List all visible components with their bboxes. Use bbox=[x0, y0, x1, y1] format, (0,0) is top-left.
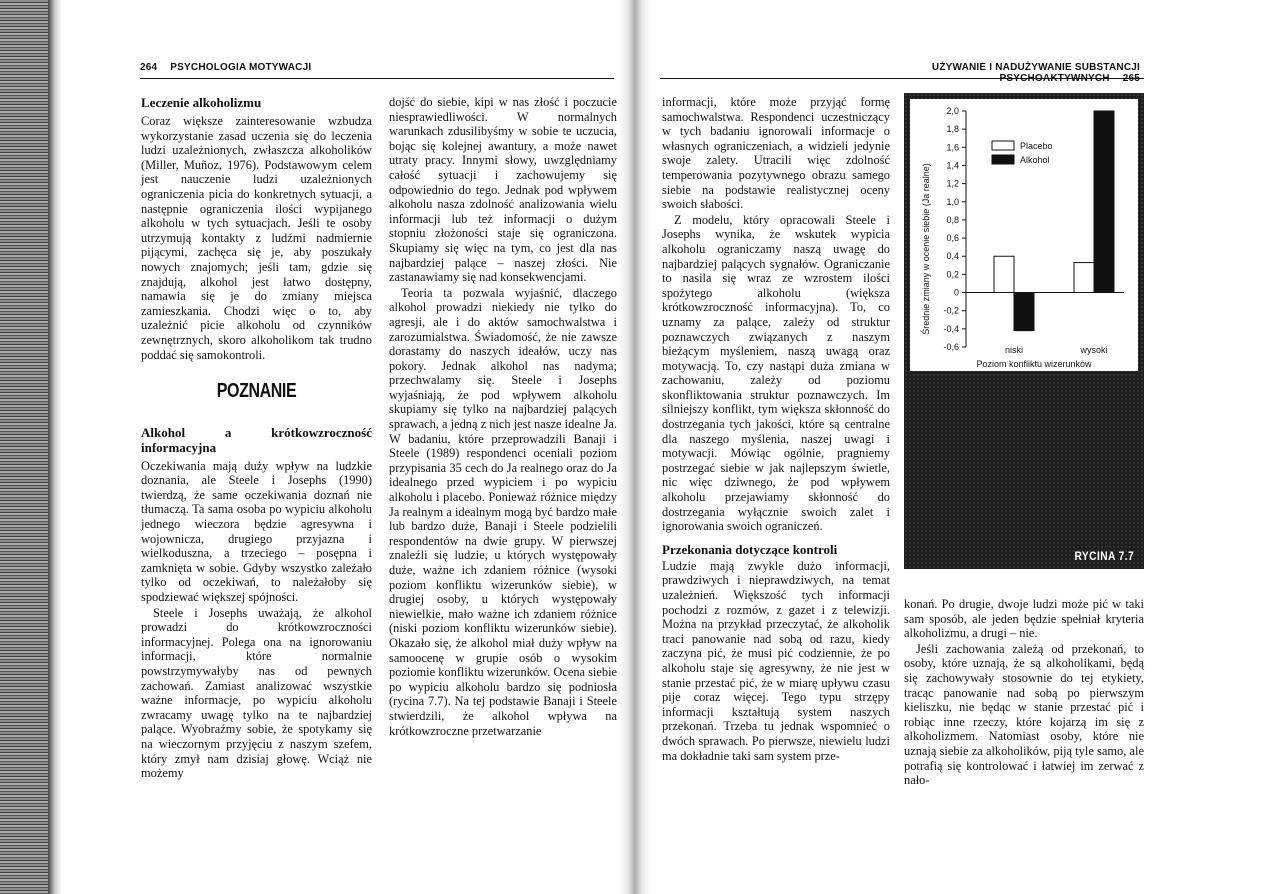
y-tick-label: -0,6 bbox=[943, 342, 959, 352]
bar-alkohol-niski bbox=[1014, 293, 1034, 331]
legend-label: Placebo bbox=[1020, 141, 1053, 151]
chart-panel bbox=[910, 99, 1138, 371]
bar-placebo-wysoki bbox=[1074, 263, 1094, 293]
bar-alkohol-wysoki bbox=[1094, 111, 1114, 293]
paragraph: konań. Po drugie, dwoje ludzi może pić w taki sam sposób, ale jeden będzie spełniał kryteria alkoholizmu, a drugi – nie. bbox=[904, 597, 1144, 641]
bar-placebo-niski bbox=[994, 256, 1014, 292]
legend-swatch bbox=[992, 155, 1014, 164]
paragraph: Ludzie mają zwykle dużo informacji, prawdziwych i nieprawdziwych, na temat uzależnień. Większość tych informacji pochodzi z rozmów, z gazet i z telewizji. Można na przykład przeczytać, że alkoholik traci panowanie nad sobą od razu, kiedy zaczyna pić, że musi pić codziennie, że po alkoholu staje się agresywny, że nie jest w stanie przestać pić, że w miarę upływu czasu pije coraz więcej. Tego typu strzępy informacji kształtują system naszych przekonań. Trzeba tu jednak wspomnieć o dwóch sprawach. Po pierwsze, niewielu ludzi ma dokładnie taki sam system prze- bbox=[662, 558, 890, 763]
y-tick-label: 1,6 bbox=[946, 142, 959, 153]
x-category-label: niski bbox=[1004, 345, 1024, 355]
right-column-1 bbox=[662, 95, 890, 764]
x-category-label: wysoki bbox=[1080, 345, 1108, 355]
right-running-head bbox=[840, 62, 1140, 84]
y-tick-label: 0,6 bbox=[946, 233, 959, 244]
paragraph: Steele i Josephs uważają, że alkohol prowadzi do krótkowzroczności informacyjnej. Polega ona na ignorowaniu informacji, które normalnie powstrzymywałyby nas od pewnych zachowań. Zamiast analizować wszystkie ważne informacje, po wypiciu alkoholu zwracamy uwagę tylko na te najbardziej palące. Wyobraźmy sobie, że spotykamy się na wieczornym przyjęciu z naszym szefem, który zmył nam dzisiaj głowę. Wciąż nie możemy bbox=[141, 605, 372, 781]
y-tick-label: 0,2 bbox=[946, 269, 959, 280]
left-column-2 bbox=[389, 95, 617, 739]
left-head-title: PSYCHOLOGIA MOTYWACJI bbox=[170, 62, 312, 73]
y-axis-label: Średnie zmiany w ocenie siebie (Ja realne) bbox=[921, 163, 931, 335]
y-tick-label: 0 bbox=[953, 287, 959, 298]
legend-label: Alkohol bbox=[1020, 155, 1050, 165]
y-tick-label: 1,4 bbox=[946, 160, 959, 171]
paragraph: informacji, które może przyjąć formę samochwalstwa. Respondenci uczestniczący w tych badaniu ignorowali informacje o własnych ograniczeniach, a widzieli jedynie swoje zalety. Utracili więc zdolność temperowania pozytywnego obrazu samego siebie na podstawie realistycznej oceny swoich słabości. bbox=[662, 95, 890, 212]
y-tick-label: 0,8 bbox=[946, 214, 959, 225]
right-head-title: UŻYWANIE I NADUŻYWANIE SUBSTANCJI bbox=[931, 62, 1140, 73]
legend-swatch bbox=[992, 141, 1014, 150]
heading-alkohol: Alkohol a krótkowzroczność informacyjna bbox=[141, 424, 372, 455]
right-head-rule bbox=[660, 78, 1144, 79]
left-head-rule bbox=[140, 78, 614, 79]
left-running-head bbox=[140, 62, 311, 73]
heading-leczenie: Leczenie alkoholizmu bbox=[141, 95, 262, 110]
y-tick-label: 1,0 bbox=[946, 196, 959, 207]
y-tick-label: -0,2 bbox=[943, 305, 959, 316]
book-gutter bbox=[618, 0, 652, 894]
heading-przekonania: Przekonania dotyczące kontroli bbox=[662, 541, 838, 557]
paragraph: dojść do siebie, kipi w nas złość i poczucie niesprawiedliwości. W normalnych warunkach zdusilibyśmy w sobie te uczucia, bojąc się kolejnej awantury, a może nawet utraty pracy. Innymi słowy, uwzględniamy całość sytuacji i zachowujemy się odpowiednio do tego. Jednak pod wpływem alkoholu nasza zdolność analizowania wielu informacji lub też informacji o dużym stopniu złożoności staje się ograniczona. Skupiamy się więc na tym, co jest dla nas najbardziej palące – naszej złości. Nie zastanawiamy się nad konsekwencjami. bbox=[389, 95, 617, 285]
y-tick-label: 1,2 bbox=[946, 178, 959, 189]
paragraph: Coraz większe zainteresowanie wzbudza wykorzystanie zasad uczenia się do leczenia ludzi uzależnionych, zwłaszcza alkoholików (Miller, Muñoz, 1976). Podstawowym celem jest nauczenie ludzi uzależnionych ograniczenia picia do konkretnych sytuacji, a następnie ograniczenia ilości wypijanego alkoholu w tych sytuacjach. Jeśli te osoby utrzymują kontakty z ludźmi nadmiernie pijącymi, zachęca się je, aby poszukały nowych znajomych; jeśli tam, gdzie się znajdują, alkohol jest łatwo dostępny, namawia się je do zmiany miejsca zamieszkania. Chodzi więc o to, aby uzależnić picie alkoholu od czynników zewnętrznych, skoro alkoholikom tak trudno poddać się samokontroli. bbox=[141, 114, 372, 362]
y-tick-label: 2,0 bbox=[946, 106, 959, 116]
figure-7-7 bbox=[904, 93, 1144, 569]
right-column-2 bbox=[904, 597, 1144, 789]
y-tick-label: -0,4 bbox=[943, 323, 959, 334]
section-title: POZNANIE bbox=[216, 380, 297, 403]
paragraph: Z modelu, który opracowali Steele i Josephs wynika, że wskutek wypicia alkoholu ograniczamy naszą uwagę do najbardziej palących sygnałów. Ograniczanie to nasila się wraz ze wzrostem ilości spożytego alkoholu (większa krótkowzroczność informacyjna). To, co uznamy za palące, zależy od struktur poznawczych związanych z naszym bieżącym myśleniem, naszą uwagą oraz motywacją. To, czy nastąpi duża zmiana w zachowaniu, zależy od poziomu skonfliktowania struktur poznawczych. Im silniejszy konflikt, tym większa skłonność do dostrzegania tych jakości, które są centralne dla naszego myślenia, naszej uwagi i motywacji. Mówiąc ogólnie, pragniemy postrzegać siebie w jak najlepszym świetle, nic więc dziwnego, że pod wpływem alkoholu przejawiamy skłonność do dostrzegania wyłącznie swoich zalet i ignorowania swoich ograniczeń. bbox=[662, 212, 890, 534]
left-column-1 bbox=[141, 95, 372, 782]
y-tick-label: 1,8 bbox=[946, 124, 959, 135]
scan-shadow bbox=[48, 0, 62, 894]
paragraph: Jeśli zachowania zależą od przekonań, to osoby, które uznają, że są alkoholikami, będą się zachowywały stosownie do tej etykiety, tracąc panowanie nad sobą po pierwszym kieliszku, nie będąc w stanie przestać pić i robiąc inne rzeczy, które kojarzą im się z alkoholizmem. Natomiast osoby, które nie uznają siebie za alkoholików, piją tyle samo, ale potrafią się kontrolować i łatwiej im zerwać z nało- bbox=[904, 641, 1144, 788]
paragraph: Teoria ta pozwala wyjaśnić, dlaczego alkohol prowadzi niekiedy nie tylko do agresji, ale i do aktów samochwalstwa i zarozumialstwa. Świadomość, że nie zawsze dorastamy do naszych ideałów, uczy nas pokory. Jednak alkohol nas nadyma; przechwalamy się. Steele i Josephs wyjaśniają, że pod wpływem alkoholu skupiamy się tylko na najbardziej palących sprawach, a jedną z nich jest nasze idealne Ja. W badaniu, które przeprowadzili Banaji i Steele (1989) respondenci oceniali poziom przypisania 35 cech do Ja realnego oraz do Ja idealnego przed wypiciem i po wypiciu alkoholu i placebo. Ponieważ różnice między Ja realnym a idealnym mogą być bardzo małe lub bardzo duże, Banaji i Steele podzielili respondentów na dwie grupy. W pierwszej znaleźli się ludzie, u których występowały duże, ważne ich zdaniem różnice (wysoki poziom konfliktu wizerunków siebie), w drugiej osoby, u których występowały niewielkie, mało ważne ich zdaniem różnice (niski poziom konfliktu wizerunków siebie). Okazało się, że alkohol miał duży wpływ na samoocenę w grupie osób o wysokim poziomie konfliktu wizerunków. Ocena siebie po wypiciu alkoholu bardzo się podniosła (rycina 7.7). Na tej podstawie Banaji i Steele stwierdzili, że alkohol wpływa na krótkowzroczne przetwarzanie bbox=[389, 285, 618, 738]
left-page-number: 264 bbox=[140, 62, 158, 73]
paragraph: Oczekiwania mają duży wpływ na ludzkie doznania, ale Steele i Josephs (1990) twierdzą, że same oczekiwania doznań nie tłumaczą. Ta sama osoba po wypiciu alkoholu jednego wieczora będzie agresywna i wojownicza, drugiego przyjazna i wielkoduszna, a trzeciego – posępna i zamknięta w sobie. Gdyby wszystko zależało tylko od oczekiwań, to należałoby się spodziewać większej spójności. bbox=[141, 458, 372, 605]
y-tick-label: 0,4 bbox=[946, 251, 959, 262]
x-axis-label: Poziom konfliktu wizerunków bbox=[976, 359, 1092, 369]
bar-chart bbox=[910, 99, 1138, 371]
figure-label: RYCINA 7.7 bbox=[1074, 549, 1134, 563]
